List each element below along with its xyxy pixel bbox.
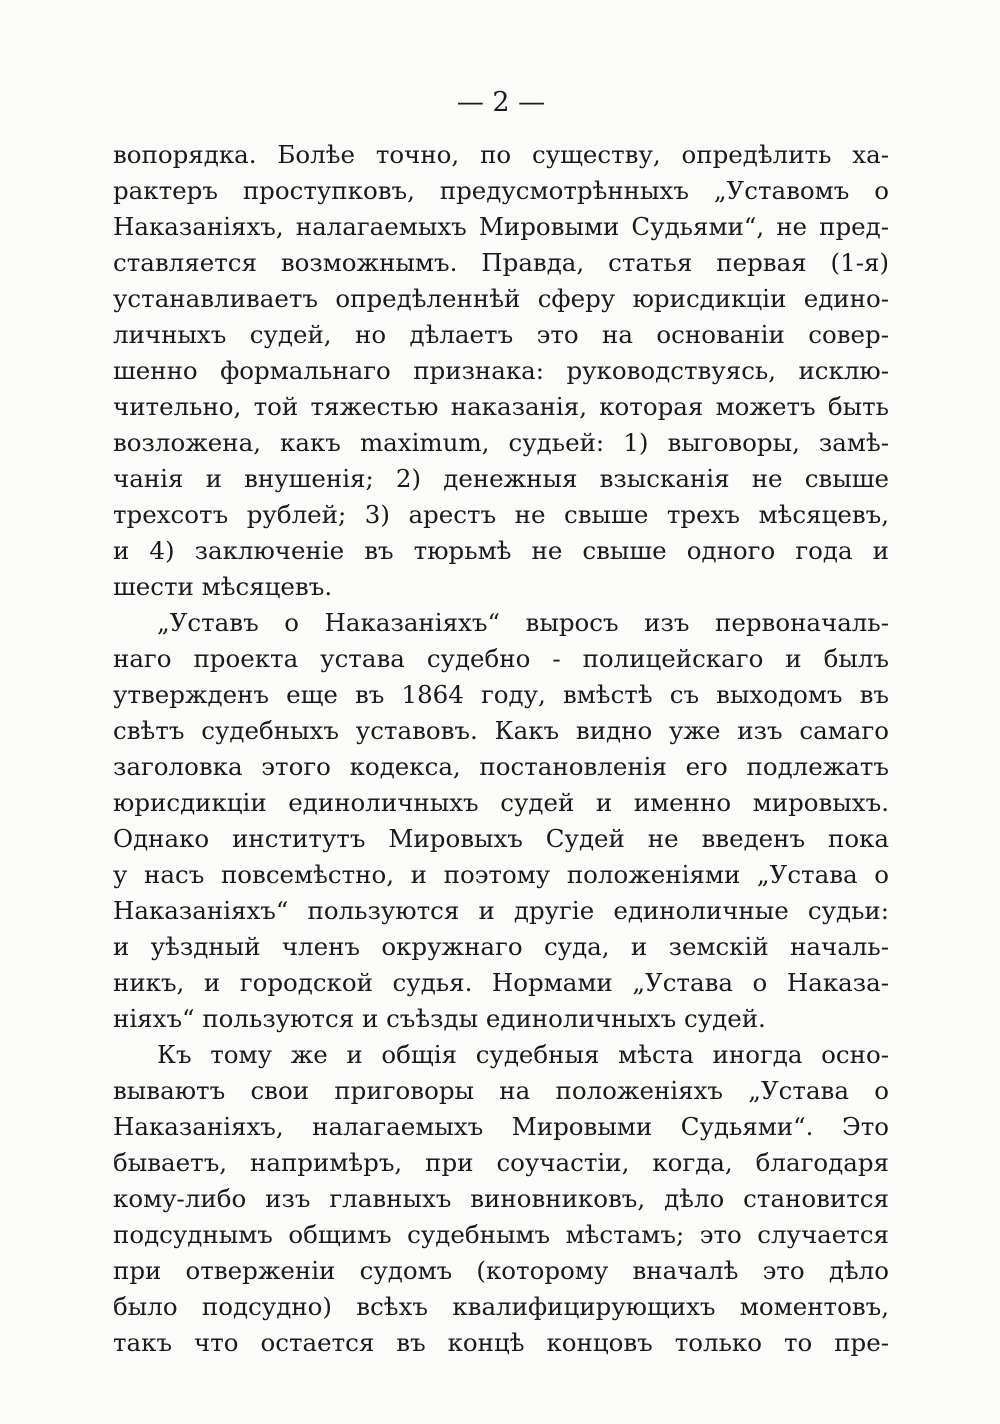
text-line: подсуднымъ общимъ судебнымъ мѣстамъ; это случается xyxy=(113,1220,889,1249)
page-number: — 2 — xyxy=(456,87,546,118)
text-line: возложена, какъ maximum, судьей: 1) выговоры, замѣ- xyxy=(113,428,889,457)
text-line: такъ что остается въ концѣ концовъ только то пре- xyxy=(113,1328,889,1357)
text-line: заголовка этого кодекса, постановленія его подлежатъ xyxy=(113,752,889,781)
text-line: ніяхъ“ пользуются и съѣзды единоличныхъ судей. xyxy=(113,1004,766,1033)
paragraph-2 xyxy=(113,605,889,1037)
text-line: Наказаніяхъ, налагаемыхъ Мировыми Судьями“. Это xyxy=(113,1112,889,1141)
text-line: Наказаніяхъ“ пользуются и другіе единоличные судьи: xyxy=(113,896,889,925)
text-line: при отверженіи судомъ (которому вначалѣ это дѣло xyxy=(113,1256,889,1285)
text-line: у насъ повсемѣстно, и поэтому положеніями „Устава о xyxy=(113,860,889,889)
text-line: бываетъ, напримѣръ, при соучастіи, когда, благодаря xyxy=(113,1148,889,1177)
text-line: шести мѣсяцевъ. xyxy=(113,572,333,601)
text-line: и уѣздный членъ окружнаго суда, и земскій началь- xyxy=(113,932,889,961)
text-line: Наказаніяхъ, налагаемыхъ Мировыми Судьями“, не пред- xyxy=(113,212,889,241)
text-line: юрисдикціи единоличныхъ судей и именно мировыхъ. xyxy=(113,788,889,817)
text-line: личныхъ судей, но дѣлаетъ это на основаніи совер- xyxy=(113,320,889,349)
text-line: утвержденъ еще въ 1864 году, вмѣстѣ съ выходомъ въ xyxy=(113,680,889,709)
text-line: чанія и внушенія; 2) денежныя взысканія не свыше xyxy=(113,464,889,493)
paragraph-3 xyxy=(113,1037,889,1361)
text-line: чительно, той тяжестью наказанія, которая можетъ быть xyxy=(113,392,889,421)
text-line: „Уставъ о Наказаніяхъ“ выросъ изъ первоначаль- xyxy=(157,608,889,637)
text-line: шенно формальнаго признака: руководствуясь, исклю- xyxy=(113,356,889,385)
text-line: было подсудно) всѣхъ квалифицирующихъ моментовъ, xyxy=(113,1292,889,1321)
text-line: Къ тому же и общія судебныя мѣста иногда осно- xyxy=(157,1040,889,1069)
text-line: рактеръ проступковъ, предусмотрѣнныхъ „Уставомъ о xyxy=(113,176,889,205)
paragraph-1 xyxy=(113,137,889,605)
body-text xyxy=(113,137,889,1361)
text-line: трехсотъ рублей; 3) арестъ не свыше трехъ мѣсяцевъ, xyxy=(113,500,889,529)
text-line: наго проекта устава судебно - полицейскаго и былъ xyxy=(113,644,889,673)
text-line: устанавливаетъ опредѣленнѣй сферу юрисдикціи едино- xyxy=(113,284,889,313)
text-line: кому-либо изъ главныхъ виновниковъ, дѣло становится xyxy=(113,1184,889,1213)
text-line: и 4) заключеніе въ тюрьмѣ не свыше одного года и xyxy=(113,536,889,565)
book-page xyxy=(113,0,889,1424)
text-line: вываютъ свои приговоры на положеніяхъ „Устава о xyxy=(113,1076,889,1105)
text-line: ставляется возможнымъ. Правда, статья первая (1-я) xyxy=(113,248,889,277)
text-line: вопорядка. Болѣе точно, по существу, опредѣлить ха- xyxy=(113,140,889,169)
text-line: Однако институтъ Мировыхъ Судей не введенъ пока xyxy=(113,824,889,853)
text-line: никъ, и городской судья. Нормами „Устава о Наказа- xyxy=(113,968,889,997)
text-line: свѣтъ судебныхъ уставовъ. Какъ видно уже изъ самаго xyxy=(113,716,889,745)
